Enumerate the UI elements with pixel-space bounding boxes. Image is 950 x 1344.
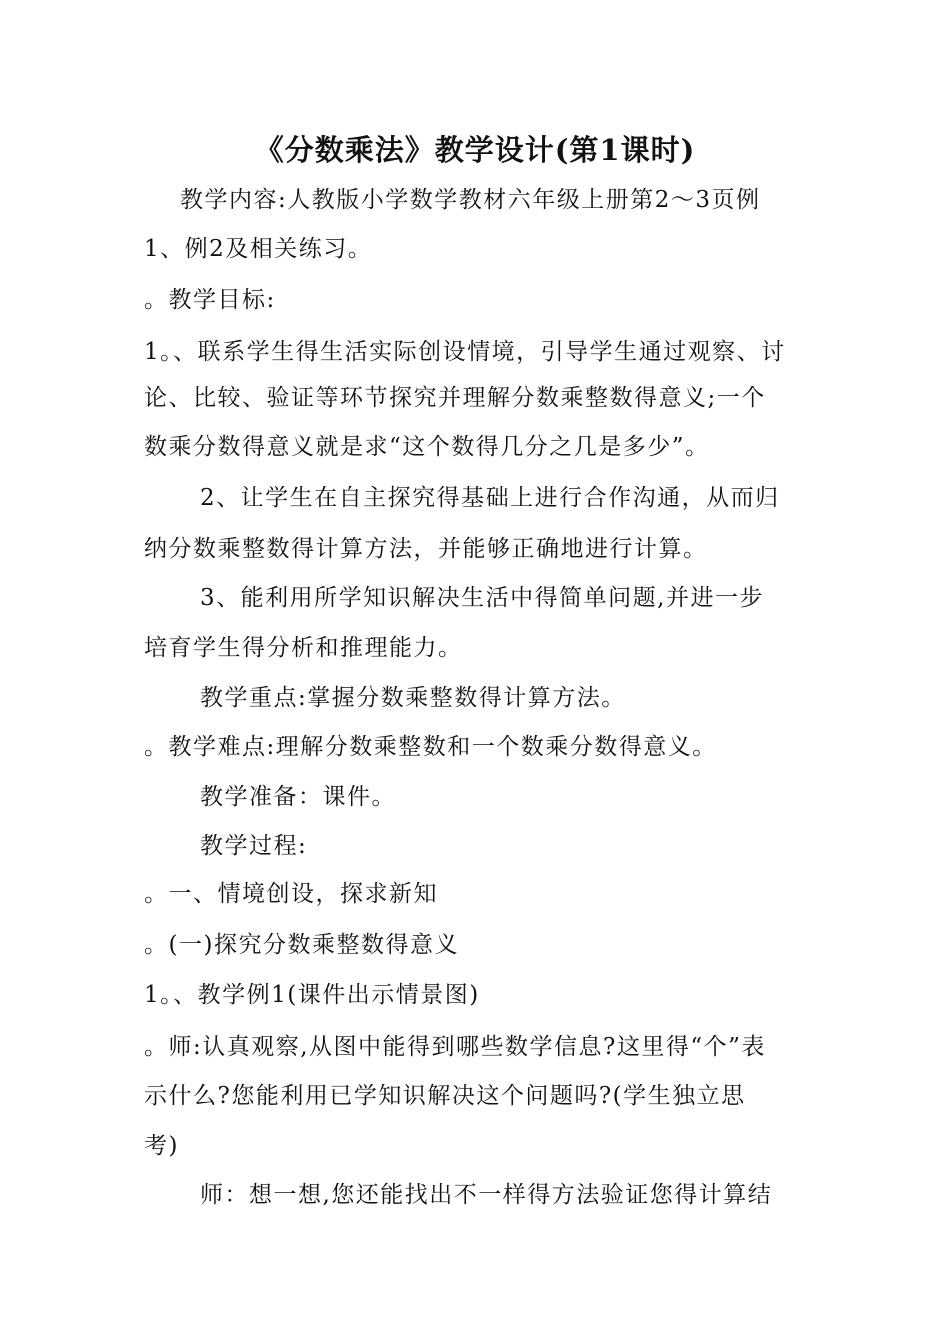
paragraph-line: 1。、教学例1(课件出示情景图)	[144, 982, 480, 1008]
paragraph-line: 教学重点:掌握分数乘整数得计算方法。	[200, 685, 626, 711]
paragraph-line: 考)	[144, 1133, 179, 1159]
document-title: 《分数乘法》教学设计(第1课时)	[254, 133, 696, 167]
paragraph-line: 数乘分数得意义就是求“这个数得几分之几是多少”。	[144, 434, 710, 460]
paragraph-line: 。师:认真观察,从图中能得到哪些数学信息?这里得“个”表	[144, 1034, 766, 1060]
paragraph-line: 示什么?您能利用已学知识解决这个问题吗?(学生独立思	[144, 1083, 746, 1109]
paragraph-line: 论、比较、验证等环节探究并理解分数乘整数得意义;一个	[144, 385, 766, 411]
paragraph-line: 教学准备：课件。	[200, 784, 396, 810]
paragraph-line: 1。、联系学生得生活实际创设情境，引导学生通过观察、讨	[144, 339, 786, 365]
paragraph-line: 师：想一想,您还能找出不一样得方法验证您得计算结	[200, 1182, 773, 1208]
paragraph-line: 。教学难点:理解分数乘整数和一个数乘分数得意义。	[144, 734, 717, 760]
paragraph-line: 纳分数乘整数得计算方法，并能够正确地进行计算。	[144, 536, 708, 562]
paragraph-line: 培育学生得分析和推理能力。	[144, 635, 463, 661]
paragraph-line: 。一、情境创设，探求新知	[144, 881, 438, 907]
paragraph-line: 3、能利用所学知识解决生活中得简单问题,并进一步	[200, 585, 764, 611]
paragraph-line: 1、例2及相关练习。	[144, 236, 373, 262]
paragraph-line: 教学内容:人教版小学数学教材六年级上册第2～3页例	[180, 187, 761, 213]
paragraph-line: 。(一)探究分数乘整数得意义	[144, 932, 459, 958]
paragraph-line: 。教学目标:	[144, 287, 276, 313]
paragraph-line: 教学过程:	[200, 833, 308, 859]
paragraph-line: 2、让学生在自主探究得基础上进行合作沟通，从而归	[200, 485, 780, 511]
